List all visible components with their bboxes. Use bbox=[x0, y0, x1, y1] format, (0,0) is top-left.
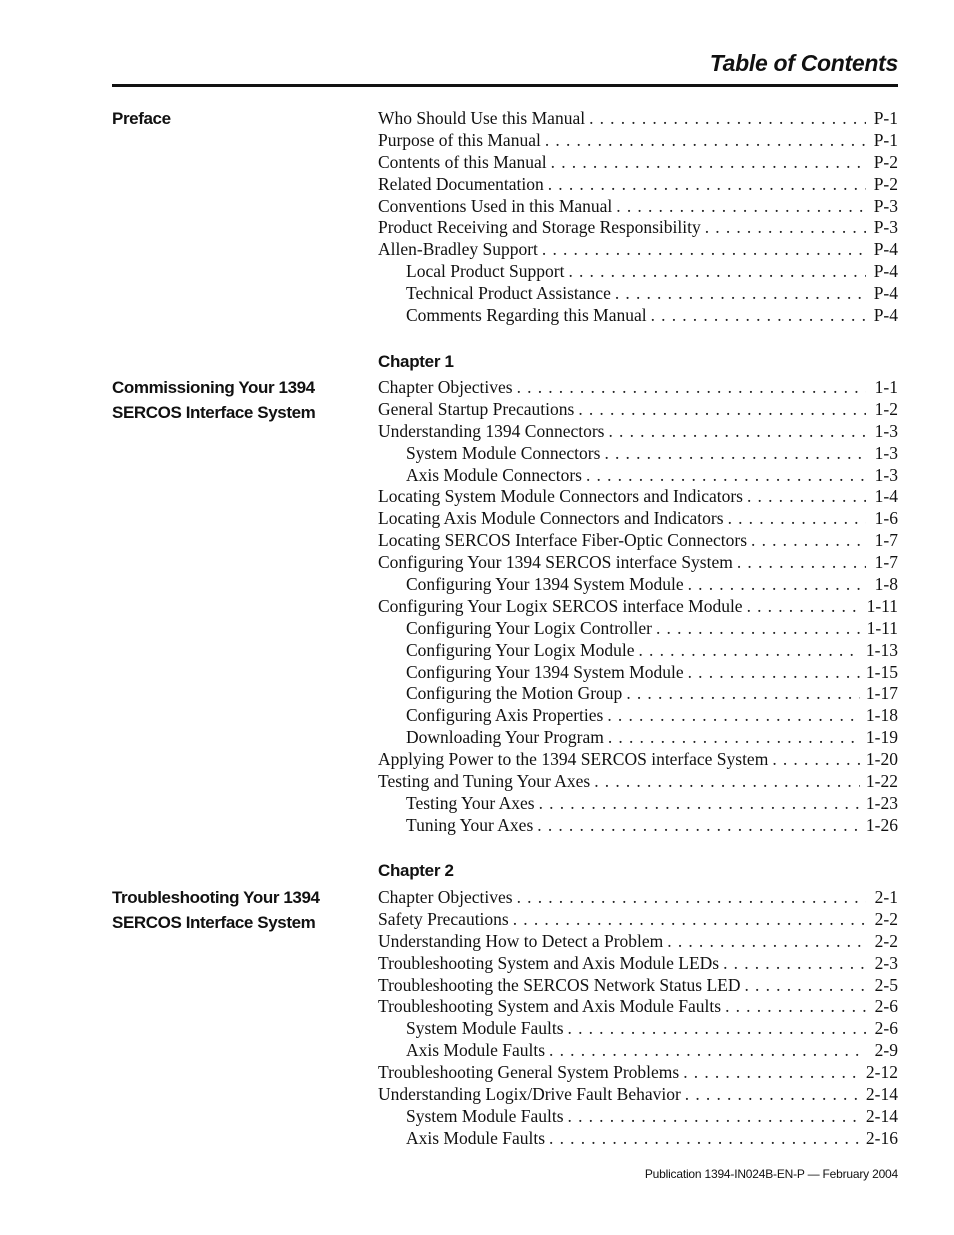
toc-entry-page: P-4 bbox=[873, 305, 898, 326]
toc-entry-page: 1-11 bbox=[866, 617, 898, 638]
toc-entry-title: Purpose of this Manual bbox=[378, 129, 541, 150]
toc-entry[interactable] bbox=[378, 421, 898, 443]
leader-dots bbox=[604, 443, 866, 465]
leader-dots bbox=[517, 377, 866, 399]
toc-entry-page: 2-14 bbox=[865, 1105, 898, 1126]
toc-entry-title: Configuring Your Logix Module bbox=[406, 639, 635, 660]
toc-entry-page: 1-2 bbox=[874, 398, 898, 419]
leader-dots bbox=[548, 174, 866, 196]
toc-entry-title: Understanding 1394 Connectors bbox=[378, 420, 605, 441]
publication-footer: Publication 1394-IN024B-EN-P — February 2004 bbox=[644, 1167, 898, 1181]
toc-entry-title: Locating Axis Module Connectors and Indicators bbox=[378, 508, 724, 529]
leader-dots bbox=[578, 399, 866, 421]
toc-entry-title: Configuring Your Logix Controller bbox=[406, 617, 652, 638]
toc-subentry[interactable] bbox=[378, 793, 898, 815]
toc-entry-page: 1-23 bbox=[865, 792, 898, 813]
toc-entry-page: P-1 bbox=[873, 129, 898, 150]
toc-entry-page: 1-7 bbox=[874, 530, 898, 551]
toc-entry-title: Related Documentation bbox=[378, 173, 544, 194]
toc-entry-page: 2-1 bbox=[874, 887, 898, 907]
toc-entry[interactable] bbox=[378, 530, 898, 552]
chapter-label: Chapter 1 bbox=[378, 352, 454, 371]
leader-dots bbox=[586, 465, 866, 487]
toc-subentry[interactable] bbox=[378, 465, 898, 487]
toc-entry-page: 2-14 bbox=[865, 1084, 898, 1105]
toc-entry-title: Chapter Objectives bbox=[378, 887, 513, 907]
toc-subentry[interactable] bbox=[378, 261, 898, 283]
leader-dots bbox=[685, 1084, 860, 1106]
toc-entry-title: Locating System Module Connectors and Indicators bbox=[378, 486, 743, 507]
toc-subentry[interactable] bbox=[378, 1106, 898, 1128]
toc-entry-title: Troubleshooting System and Axis Module Faults bbox=[378, 996, 722, 1017]
toc-entry-title: Technical Product Assistance bbox=[406, 283, 611, 304]
toc-entry-page: 2-5 bbox=[874, 974, 898, 995]
toc-entry[interactable] bbox=[378, 377, 898, 399]
toc-entry[interactable] bbox=[378, 152, 898, 174]
leader-dots bbox=[545, 130, 866, 152]
page-title: Table of Contents bbox=[709, 50, 898, 76]
toc-entry[interactable] bbox=[378, 996, 898, 1018]
toc-entry-page: P-2 bbox=[873, 173, 898, 194]
toc-entry-title: Chapter Objectives bbox=[378, 377, 513, 397]
toc-entry-title: Local Product Support bbox=[406, 261, 565, 282]
leader-dots bbox=[656, 618, 861, 640]
leader-dots bbox=[568, 1018, 866, 1040]
leader-dots bbox=[594, 771, 860, 793]
leader-dots bbox=[723, 953, 866, 975]
leader-dots bbox=[772, 749, 860, 771]
toc-subentry[interactable] bbox=[378, 727, 898, 749]
toc-entry[interactable] bbox=[378, 174, 898, 196]
leader-dots bbox=[568, 261, 866, 283]
toc-entry-page: 2-6 bbox=[874, 1018, 898, 1039]
toc-entry-title: Who Should Use this Manual bbox=[378, 108, 586, 128]
toc-entry-title: System Module Connectors bbox=[406, 442, 601, 463]
leader-dots bbox=[638, 640, 859, 662]
toc-entry-title: System Module Faults bbox=[406, 1105, 564, 1126]
toc-entry-page: 1-13 bbox=[865, 639, 898, 660]
leader-dots bbox=[688, 574, 866, 596]
leader-dots bbox=[568, 1106, 860, 1128]
leader-dots bbox=[725, 996, 866, 1018]
toc-entry-title: Comments Regarding this Manual bbox=[406, 305, 647, 326]
toc-entry-page: 1-17 bbox=[865, 683, 898, 704]
toc-entry-page: 1-8 bbox=[874, 574, 898, 595]
leader-dots bbox=[728, 508, 866, 530]
toc-entry-title: Tuning Your Axes bbox=[406, 814, 534, 835]
toc-entry[interactable] bbox=[378, 552, 898, 574]
section-title: Preface bbox=[112, 109, 171, 128]
toc-entry-title: Configuring Your 1394 SERCOS interface System bbox=[378, 552, 733, 573]
toc-entry-title: Understanding Logix/Drive Fault Behavior bbox=[378, 1084, 681, 1105]
toc-entry-title: Allen-Bradley Support bbox=[378, 239, 538, 260]
toc-entry[interactable] bbox=[378, 887, 898, 909]
toc-subentry[interactable] bbox=[378, 705, 898, 727]
toc-entry-page: 1-1 bbox=[874, 377, 898, 397]
toc-entry[interactable] bbox=[378, 130, 898, 152]
leader-dots bbox=[589, 108, 866, 130]
toc-entry[interactable] bbox=[378, 239, 898, 261]
toc-entry-page: P-4 bbox=[873, 283, 898, 304]
toc-entry[interactable] bbox=[378, 1084, 898, 1106]
toc-entry-page: P-4 bbox=[873, 261, 898, 282]
toc-entry-page: 2-9 bbox=[874, 1040, 898, 1061]
leader-dots bbox=[683, 1062, 860, 1084]
toc-entry-title: Conventions Used in this Manual bbox=[378, 195, 613, 216]
toc-entry-page: 1-7 bbox=[874, 552, 898, 573]
toc-entry-title: Product Receiving and Storage Responsibility bbox=[378, 217, 701, 238]
leader-dots bbox=[542, 239, 866, 261]
toc-entry-page: 2-2 bbox=[874, 930, 898, 951]
toc-entry-page: P-3 bbox=[873, 217, 898, 238]
toc-entry-title: Axis Module Faults bbox=[406, 1040, 546, 1061]
toc-entry-page: 2-3 bbox=[874, 952, 898, 973]
toc-entry-title: Contents of this Manual bbox=[378, 151, 547, 172]
toc-subentry[interactable] bbox=[378, 1018, 898, 1040]
leader-dots bbox=[615, 283, 866, 305]
toc-entry-title: Applying Power to the 1394 SERCOS interface System bbox=[378, 749, 769, 770]
toc-entry-title: Axis Module Faults bbox=[406, 1127, 546, 1148]
toc-entry[interactable] bbox=[378, 771, 898, 793]
toc-subentry[interactable] bbox=[378, 640, 898, 662]
toc-entry-page: 1-3 bbox=[874, 464, 898, 485]
toc-entry-title: Configuring Your 1394 System Module bbox=[406, 574, 684, 595]
toc-entry-title: Downloading Your Program bbox=[406, 727, 604, 748]
toc-subentry[interactable] bbox=[378, 574, 898, 596]
leader-dots bbox=[513, 909, 866, 931]
toc-entry-page: 1-19 bbox=[865, 727, 898, 748]
section-title: Commissioning Your 1394 SERCOS Interface System bbox=[112, 378, 316, 422]
toc-entry-title: Testing and Tuning Your Axes bbox=[378, 771, 591, 792]
toc-subentry[interactable] bbox=[378, 815, 898, 837]
toc-entry-page: P-2 bbox=[873, 151, 898, 172]
leader-dots bbox=[616, 196, 866, 218]
leader-dots bbox=[705, 217, 866, 239]
toc-entry[interactable] bbox=[378, 931, 898, 953]
toc-entries bbox=[378, 887, 898, 1150]
section-title: Troubleshooting Your 1394 SERCOS Interface System bbox=[112, 888, 320, 932]
toc-entry-title: Configuring Axis Properties bbox=[406, 705, 604, 726]
toc-entry[interactable] bbox=[378, 399, 898, 421]
leader-dots bbox=[551, 152, 866, 174]
toc-entry-page: P-3 bbox=[873, 195, 898, 216]
toc-subentry[interactable] bbox=[378, 305, 898, 327]
leader-dots bbox=[747, 596, 861, 618]
toc-entry[interactable] bbox=[378, 217, 898, 239]
toc-entries bbox=[378, 108, 898, 327]
toc-entry-page: 1-20 bbox=[865, 749, 898, 770]
toc-entry-page: 2-2 bbox=[874, 908, 898, 929]
leader-dots bbox=[737, 552, 866, 574]
toc-entry-title: Safety Precautions bbox=[378, 908, 509, 929]
leader-dots bbox=[747, 486, 866, 508]
toc-entry-page: 1-26 bbox=[865, 814, 898, 835]
toc-entry-title: Troubleshooting the SERCOS Network Status LED bbox=[378, 974, 741, 995]
toc-entry-title: Locating SERCOS Interface Fiber-Optic Connectors bbox=[378, 530, 748, 551]
toc-entry-page: 1-18 bbox=[865, 705, 898, 726]
leader-dots bbox=[745, 975, 867, 997]
leader-dots bbox=[549, 1040, 866, 1062]
toc-entry[interactable] bbox=[378, 508, 898, 530]
toc-entry[interactable] bbox=[378, 596, 898, 618]
leader-dots bbox=[608, 727, 860, 749]
toc-entry-title: Understanding How to Detect a Problem bbox=[378, 930, 664, 951]
toc-entry[interactable] bbox=[378, 975, 898, 997]
toc-entry[interactable] bbox=[378, 909, 898, 931]
toc-entry[interactable] bbox=[378, 486, 898, 508]
leader-dots bbox=[609, 421, 867, 443]
toc-entry-page: 1-3 bbox=[874, 420, 898, 441]
toc-subentry[interactable] bbox=[378, 443, 898, 465]
leader-dots bbox=[751, 530, 866, 552]
toc-entry[interactable] bbox=[378, 1062, 898, 1084]
toc-subentry[interactable] bbox=[378, 283, 898, 305]
toc-entry-title: Axis Module Connectors bbox=[406, 464, 582, 485]
toc-entry-title: System Module Faults bbox=[406, 1018, 564, 1039]
toc-entry-page: 2-12 bbox=[865, 1062, 898, 1083]
toc-entry-title: Configuring Your Logix SERCOS interface Module bbox=[378, 595, 743, 616]
leader-dots bbox=[626, 683, 860, 705]
chapter-label: Chapter 2 bbox=[378, 861, 454, 880]
toc-entry-page: 1-15 bbox=[865, 661, 898, 682]
leader-dots bbox=[651, 305, 866, 327]
leader-dots bbox=[688, 662, 860, 684]
leader-dots bbox=[607, 705, 860, 727]
leader-dots bbox=[667, 931, 866, 953]
toc-subentry[interactable] bbox=[378, 683, 898, 705]
toc-subentry[interactable] bbox=[378, 618, 898, 640]
toc-entry-title: Configuring the Motion Group bbox=[406, 683, 623, 704]
leader-dots bbox=[539, 793, 860, 815]
toc-subentry[interactable] bbox=[378, 1128, 898, 1150]
leader-dots bbox=[537, 815, 860, 837]
toc-entry[interactable] bbox=[378, 108, 898, 130]
toc-entry-page: 1-22 bbox=[865, 771, 898, 792]
toc-entry-title: General Startup Precautions bbox=[378, 398, 575, 419]
toc-entries bbox=[378, 377, 898, 837]
toc-entry-title: Testing Your Axes bbox=[406, 792, 535, 813]
toc-entry-page: 2-16 bbox=[865, 1127, 898, 1148]
toc-entry[interactable] bbox=[378, 196, 898, 218]
toc-entry-page: 2-6 bbox=[874, 996, 898, 1017]
toc-entry-page: 1-3 bbox=[874, 442, 898, 463]
leader-dots bbox=[549, 1128, 860, 1150]
leader-dots bbox=[517, 887, 866, 909]
toc-subentry[interactable] bbox=[378, 1040, 898, 1062]
toc-entry[interactable] bbox=[378, 953, 898, 975]
toc-entry-page: 1-6 bbox=[874, 508, 898, 529]
toc-subentry[interactable] bbox=[378, 662, 898, 684]
toc-entry-page: P-4 bbox=[873, 239, 898, 260]
toc-entry-page: P-1 bbox=[873, 108, 898, 128]
toc-entry-page: 1-11 bbox=[866, 595, 898, 616]
header-rule bbox=[112, 84, 898, 87]
toc-entry-title: Troubleshooting System and Axis Module LEDs bbox=[378, 952, 720, 973]
toc-entry-page: 1-4 bbox=[874, 486, 898, 507]
toc-entry-title: Troubleshooting General System Problems bbox=[378, 1062, 680, 1083]
toc-entry[interactable] bbox=[378, 749, 898, 771]
toc-entry-title: Configuring Your 1394 System Module bbox=[406, 661, 684, 682]
